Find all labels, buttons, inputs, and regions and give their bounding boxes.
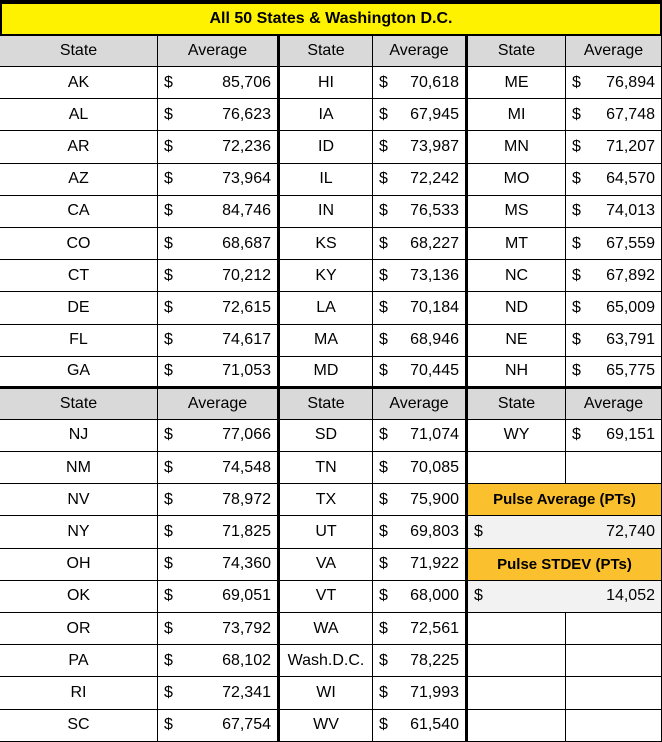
currency-symbol: $ — [379, 298, 388, 316]
column-header-average: Average — [158, 36, 280, 67]
state-cell[interactable]: FL — [0, 325, 158, 357]
state-cell[interactable]: MT — [468, 228, 566, 260]
state-cell[interactable]: SC — [0, 710, 158, 742]
currency-symbol: $ — [164, 105, 173, 123]
average-cell[interactable] — [373, 260, 468, 292]
average-value: 73,964 — [222, 170, 271, 188]
state-cell[interactable]: DE — [0, 292, 158, 324]
state-cell[interactable]: TX — [280, 484, 373, 516]
average-cell[interactable] — [158, 357, 280, 389]
pulse-stdev-label: Pulse STDEV (PTs) — [468, 549, 662, 581]
currency-symbol: $ — [572, 73, 581, 91]
average-cell[interactable] — [566, 228, 662, 260]
state-cell[interactable]: WV — [280, 710, 373, 742]
average-cell[interactable] — [158, 516, 280, 548]
currency-symbol: $ — [164, 426, 173, 444]
currency-symbol: $ — [379, 362, 388, 380]
currency-symbol: $ — [474, 587, 483, 605]
currency-symbol: $ — [164, 619, 173, 637]
state-cell[interactable]: ND — [468, 292, 566, 324]
average-value: 71,922 — [410, 555, 459, 573]
empty-cell[interactable] — [566, 613, 662, 645]
currency-symbol: $ — [164, 362, 173, 380]
average-value: 71,053 — [222, 362, 271, 380]
average-cell[interactable] — [158, 484, 280, 516]
currency-symbol: $ — [164, 331, 173, 349]
average-cell[interactable] — [566, 99, 662, 131]
empty-cell[interactable] — [566, 710, 662, 742]
state-cell[interactable]: WI — [280, 677, 373, 709]
state-cell[interactable]: AZ — [0, 164, 158, 196]
average-value: 73,136 — [410, 266, 459, 284]
average-cell[interactable] — [373, 196, 468, 228]
column-header-average: Average — [373, 389, 468, 420]
state-cell[interactable]: GA — [0, 357, 158, 389]
average-cell[interactable] — [373, 516, 468, 548]
average-cell[interactable] — [373, 131, 468, 163]
currency-symbol: $ — [379, 73, 388, 91]
state-cell[interactable]: NM — [0, 452, 158, 484]
average-cell[interactable] — [566, 325, 662, 357]
empty-cell[interactable] — [468, 645, 566, 677]
average-cell[interactable] — [373, 549, 468, 581]
average-value: 63,791 — [606, 331, 655, 349]
currency-symbol: $ — [164, 490, 173, 508]
average-value: 72,615 — [222, 298, 271, 316]
state-cell[interactable]: OH — [0, 549, 158, 581]
column-header-state: State — [468, 389, 566, 420]
column-header-state: State — [0, 389, 158, 420]
average-cell[interactable] — [373, 164, 468, 196]
average-value: 61,540 — [410, 716, 459, 734]
pulse-average-label: Pulse Average (PTs) — [468, 484, 662, 516]
average-cell[interactable] — [373, 357, 468, 389]
average-cell[interactable] — [373, 292, 468, 324]
state-cell[interactable]: KY — [280, 260, 373, 292]
currency-symbol: $ — [379, 651, 388, 669]
state-cell[interactable]: CA — [0, 196, 158, 228]
average-value: 74,360 — [222, 555, 271, 573]
column-header-average: Average — [373, 36, 468, 67]
average-cell[interactable] — [373, 710, 468, 742]
state-cell[interactable]: LA — [280, 292, 373, 324]
state-cell[interactable]: MN — [468, 131, 566, 163]
currency-symbol: $ — [572, 234, 581, 252]
state-cell[interactable]: UT — [280, 516, 373, 548]
column-header-average: Average — [158, 389, 280, 420]
currency-symbol: $ — [572, 105, 581, 123]
average-value: 67,945 — [410, 105, 459, 123]
average-value: 14,052 — [606, 587, 655, 605]
average-value: 73,792 — [222, 619, 271, 637]
average-cell[interactable] — [373, 228, 468, 260]
column-header-average: Average — [566, 36, 662, 67]
average-cell[interactable] — [566, 67, 662, 99]
average-value: 68,227 — [410, 234, 459, 252]
average-cell[interactable] — [158, 131, 280, 163]
currency-symbol: $ — [379, 523, 388, 541]
average-value: 78,972 — [222, 490, 271, 508]
column-header-average: Average — [566, 389, 662, 420]
table-title: All 50 States & Washington D.C. — [0, 2, 662, 36]
average-cell[interactable] — [566, 196, 662, 228]
average-cell[interactable] — [158, 228, 280, 260]
state-cell[interactable]: MO — [468, 164, 566, 196]
empty-cell[interactable] — [468, 452, 566, 484]
average-cell[interactable] — [158, 710, 280, 742]
average-value: 78,225 — [410, 651, 459, 669]
state-cell[interactable]: MS — [468, 196, 566, 228]
currency-symbol: $ — [572, 331, 581, 349]
average-value: 68,102 — [222, 651, 271, 669]
average-value: 68,946 — [410, 331, 459, 349]
state-cell[interactable]: Wash.D.C. — [280, 645, 373, 677]
currency-symbol: $ — [572, 137, 581, 155]
average-value: 72,561 — [410, 619, 459, 637]
state-cell[interactable]: MD — [280, 357, 373, 389]
state-cell[interactable]: CT — [0, 260, 158, 292]
state-cell[interactable]: IL — [280, 164, 373, 196]
column-header-state: State — [280, 389, 373, 420]
state-cell[interactable]: KS — [280, 228, 373, 260]
average-value: 72,740 — [606, 523, 655, 541]
average-value: 71,074 — [410, 426, 459, 444]
currency-symbol: $ — [474, 523, 483, 541]
currency-symbol: $ — [379, 587, 388, 605]
average-value: 71,993 — [410, 683, 459, 701]
average-cell[interactable] — [158, 99, 280, 131]
average-value: 72,236 — [222, 137, 271, 155]
average-cell[interactable] — [373, 420, 468, 452]
empty-cell[interactable] — [566, 452, 662, 484]
average-value: 65,009 — [606, 298, 655, 316]
currency-symbol: $ — [164, 298, 173, 316]
state-cell[interactable]: NE — [468, 325, 566, 357]
average-cell[interactable] — [158, 613, 280, 645]
currency-symbol: $ — [572, 266, 581, 284]
state-cell[interactable]: IN — [280, 196, 373, 228]
state-cell[interactable]: AL — [0, 99, 158, 131]
average-value: 69,803 — [410, 523, 459, 541]
average-cell[interactable] — [158, 164, 280, 196]
state-cell[interactable]: PA — [0, 645, 158, 677]
currency-symbol: $ — [379, 105, 388, 123]
state-cell[interactable]: HI — [280, 67, 373, 99]
average-cell[interactable] — [158, 581, 280, 613]
average-value: 69,051 — [222, 587, 271, 605]
state-cell[interactable]: NY — [0, 516, 158, 548]
state-cell[interactable]: NC — [468, 260, 566, 292]
currency-symbol: $ — [572, 298, 581, 316]
average-value: 67,892 — [606, 266, 655, 284]
average-value: 85,706 — [222, 73, 271, 91]
average-value: 65,775 — [606, 362, 655, 380]
state-cell[interactable]: SD — [280, 420, 373, 452]
average-value: 71,825 — [222, 523, 271, 541]
average-value: 67,748 — [606, 105, 655, 123]
average-value: 74,617 — [222, 331, 271, 349]
average-value: 64,570 — [606, 170, 655, 188]
average-cell[interactable] — [373, 452, 468, 484]
currency-symbol: $ — [379, 331, 388, 349]
state-cell[interactable]: IA — [280, 99, 373, 131]
currency-symbol: $ — [572, 170, 581, 188]
currency-symbol: $ — [572, 202, 581, 220]
currency-symbol: $ — [379, 683, 388, 701]
state-cell[interactable]: NV — [0, 484, 158, 516]
state-cell[interactable]: CO — [0, 228, 158, 260]
state-cell[interactable]: ID — [280, 131, 373, 163]
average-value: 68,687 — [222, 234, 271, 252]
state-cell[interactable]: OR — [0, 613, 158, 645]
currency-symbol: $ — [164, 137, 173, 155]
state-cell[interactable]: MI — [468, 99, 566, 131]
currency-symbol: $ — [164, 266, 173, 284]
average-value: 70,184 — [410, 298, 459, 316]
empty-cell[interactable] — [468, 613, 566, 645]
currency-symbol: $ — [164, 170, 173, 188]
currency-symbol: $ — [164, 234, 173, 252]
state-cell[interactable]: AK — [0, 67, 158, 99]
average-value: 70,445 — [410, 362, 459, 380]
currency-symbol: $ — [379, 716, 388, 734]
currency-symbol: $ — [379, 234, 388, 252]
pulse-stdev-value[interactable] — [468, 581, 662, 613]
average-value: 75,900 — [410, 490, 459, 508]
average-cell[interactable] — [373, 677, 468, 709]
state-cell[interactable]: VA — [280, 549, 373, 581]
empty-cell[interactable] — [566, 677, 662, 709]
average-value: 72,242 — [410, 170, 459, 188]
average-value: 67,754 — [222, 716, 271, 734]
average-cell[interactable] — [566, 420, 662, 452]
state-cell[interactable]: OK — [0, 581, 158, 613]
average-cell[interactable] — [158, 452, 280, 484]
average-cell[interactable] — [158, 325, 280, 357]
average-cell[interactable] — [373, 67, 468, 99]
average-cell[interactable] — [158, 260, 280, 292]
average-cell[interactable] — [566, 164, 662, 196]
currency-symbol: $ — [164, 555, 173, 573]
average-value: 76,533 — [410, 202, 459, 220]
currency-symbol: $ — [379, 426, 388, 444]
average-cell[interactable] — [373, 645, 468, 677]
average-cell[interactable] — [158, 549, 280, 581]
currency-symbol: $ — [164, 458, 173, 476]
average-value: 74,548 — [222, 458, 271, 476]
average-cell[interactable] — [373, 484, 468, 516]
average-cell[interactable] — [373, 613, 468, 645]
average-cell[interactable] — [158, 292, 280, 324]
currency-symbol: $ — [164, 716, 173, 734]
state-cell[interactable]: VT — [280, 581, 373, 613]
average-value: 68,000 — [410, 587, 459, 605]
column-header-state: State — [468, 36, 566, 67]
currency-symbol: $ — [379, 490, 388, 508]
state-cell[interactable]: RI — [0, 677, 158, 709]
average-value: 72,341 — [222, 683, 271, 701]
currency-symbol: $ — [379, 555, 388, 573]
average-cell[interactable] — [158, 677, 280, 709]
state-cell[interactable]: MA — [280, 325, 373, 357]
average-cell[interactable] — [373, 581, 468, 613]
average-cell[interactable] — [158, 420, 280, 452]
empty-cell[interactable] — [468, 710, 566, 742]
currency-symbol: $ — [379, 266, 388, 284]
average-cell[interactable] — [373, 325, 468, 357]
state-cell[interactable]: WA — [280, 613, 373, 645]
currency-symbol: $ — [164, 683, 173, 701]
currency-symbol: $ — [164, 202, 173, 220]
average-value: 71,207 — [606, 137, 655, 155]
average-value: 67,559 — [606, 234, 655, 252]
average-value: 74,013 — [606, 202, 655, 220]
state-cell[interactable]: TN — [280, 452, 373, 484]
average-cell[interactable] — [566, 357, 662, 389]
currency-symbol: $ — [164, 651, 173, 669]
state-cell[interactable]: AR — [0, 131, 158, 163]
average-value: 69,151 — [606, 426, 655, 444]
currency-symbol: $ — [379, 458, 388, 476]
state-cell[interactable]: ME — [468, 67, 566, 99]
currency-symbol: $ — [379, 202, 388, 220]
pulse-average-value[interactable] — [468, 516, 662, 548]
average-value: 77,066 — [222, 426, 271, 444]
average-value: 76,894 — [606, 73, 655, 91]
average-value: 76,623 — [222, 105, 271, 123]
currency-symbol: $ — [572, 426, 581, 444]
average-value: 70,618 — [410, 73, 459, 91]
average-value: 73,987 — [410, 137, 459, 155]
state-cell[interactable]: NH — [468, 357, 566, 389]
average-value: 84,746 — [222, 202, 271, 220]
currency-symbol: $ — [164, 523, 173, 541]
column-header-state: State — [280, 36, 373, 67]
empty-cell[interactable] — [468, 677, 566, 709]
average-cell[interactable] — [373, 99, 468, 131]
average-cell[interactable] — [158, 196, 280, 228]
currency-symbol: $ — [379, 170, 388, 188]
currency-symbol: $ — [572, 362, 581, 380]
average-cell[interactable] — [158, 645, 280, 677]
average-cell[interactable] — [566, 260, 662, 292]
column-header-state: State — [0, 36, 158, 67]
state-cell[interactable]: NJ — [0, 420, 158, 452]
state-cell[interactable]: WY — [468, 420, 566, 452]
average-cell[interactable] — [158, 67, 280, 99]
currency-symbol: $ — [164, 73, 173, 91]
average-cell[interactable] — [566, 131, 662, 163]
average-value: 70,212 — [222, 266, 271, 284]
empty-cell[interactable] — [566, 645, 662, 677]
average-cell[interactable] — [566, 292, 662, 324]
average-value: 70,085 — [410, 458, 459, 476]
currency-symbol: $ — [164, 587, 173, 605]
currency-symbol: $ — [379, 619, 388, 637]
currency-symbol: $ — [379, 137, 388, 155]
